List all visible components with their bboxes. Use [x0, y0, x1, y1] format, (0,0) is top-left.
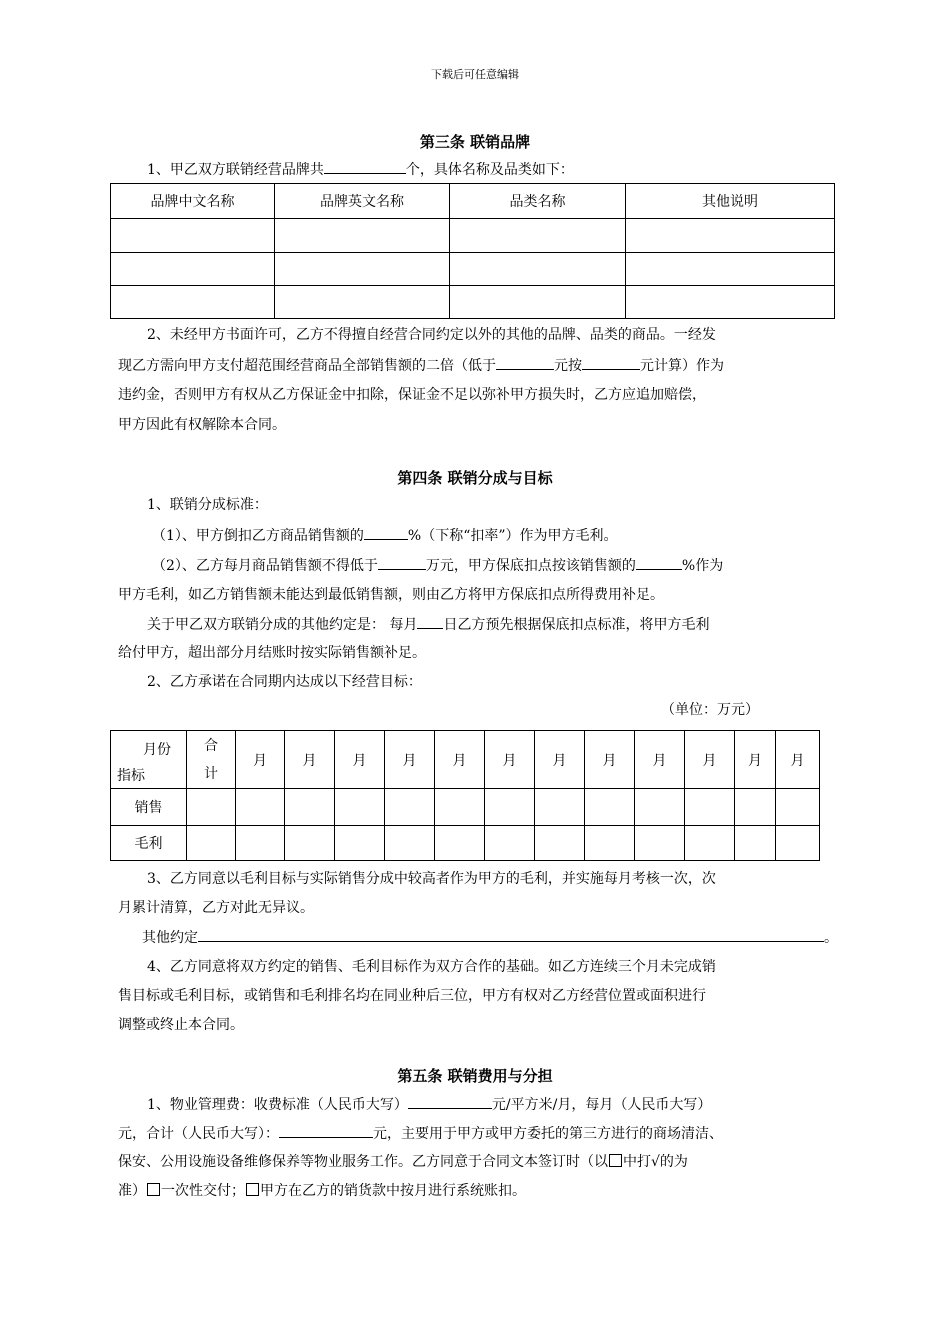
s3-p2-text-a: 现乙方需向甲方支付超范围经营商品全部销售额的二倍（低于 — [118, 358, 496, 374]
table-cell[interactable] — [111, 286, 275, 319]
s4-i2-text-b: 万元，甲方保底扣点按该销售额的 — [425, 558, 636, 574]
s4-item-1 — [152, 525, 618, 546]
s5-l3-text-a: 保安、公用设施设备维修保养等物业服务工作。乙方同意于合同文本签订时（以 — [118, 1154, 608, 1170]
table-cell[interactable] — [435, 826, 485, 861]
s4-other-line-2: 给付甲方，超出部分月结账时按实际销售额补足。 — [118, 645, 426, 661]
brand-table-header: 其他说明 — [626, 184, 835, 219]
s5-line-4 — [118, 1181, 526, 1201]
s4-p4-line-1: 4、乙方同意将双方约定的销售、毛利目标作为双方合作的基础。如乙方连续三个月未完成销 — [147, 959, 716, 975]
s3-p2-text-b: 元按 — [554, 358, 582, 374]
month-header: 月 — [735, 731, 776, 789]
table-cell[interactable] — [776, 789, 820, 826]
table-cell[interactable] — [585, 789, 635, 826]
fee-total-blank[interactable] — [279, 1123, 373, 1138]
s4-other-text-a: 关于甲乙双方联销分成的其他约定是： 每月 — [147, 617, 418, 633]
s4-item-2-line-2: 甲方毛利，如乙方销售额未能达到最低销售额，则由乙方将甲方保底扣点所得费用补足。 — [118, 587, 664, 603]
s3-p1-text-a: 1、甲乙双方联销经营品牌共 — [147, 162, 324, 178]
s3-p2-line-4: 甲方因此有权解除本合同。 — [118, 417, 286, 433]
s5-line-3 — [118, 1152, 688, 1172]
min-sales-blank[interactable] — [378, 555, 426, 570]
total-header-2: 计 — [204, 765, 218, 782]
brand-table-header: 品类名称 — [450, 184, 626, 219]
other-agreement-period: 。 — [824, 930, 838, 946]
other-agreement-blank[interactable] — [198, 927, 824, 942]
amount-blank-1[interactable] — [496, 355, 554, 370]
day-blank[interactable] — [417, 614, 443, 629]
other-agreement-label: 其他约定 — [142, 930, 198, 946]
s3-p2-text-c: 元计算）作为 — [640, 358, 724, 374]
table-cell[interactable] — [635, 826, 685, 861]
table-cell[interactable] — [735, 826, 776, 861]
table-cell[interactable] — [435, 789, 485, 826]
table-cell[interactable] — [776, 826, 820, 861]
s4-i1-text-b: %（下称“扣率”）作为甲方毛利。 — [407, 528, 618, 544]
table-row — [111, 253, 835, 286]
month-header: 月 — [535, 731, 585, 789]
table-cell[interactable] — [111, 253, 275, 286]
table-cell[interactable] — [635, 789, 685, 826]
table-cell[interactable] — [685, 826, 735, 861]
unit-label: （单位：万元） — [661, 702, 759, 718]
table-cell[interactable] — [285, 789, 335, 826]
month-header: 月 — [485, 731, 535, 789]
table-cell[interactable] — [626, 253, 835, 286]
s3-p1-text-b: 个，具体名称及品类如下： — [405, 162, 574, 178]
table-cell[interactable] — [535, 826, 585, 861]
deduction-rate-blank[interactable] — [364, 525, 408, 540]
checkbox-icon — [609, 1154, 622, 1167]
table-cell[interactable] — [450, 286, 626, 319]
s5-l3-text-c: 的为 — [659, 1154, 688, 1170]
section-4-title: 第四条 联销分成与目标 — [397, 469, 553, 487]
month-header: 月 — [285, 731, 335, 789]
guarantee-rate-blank[interactable] — [636, 555, 682, 570]
table-cell[interactable] — [685, 789, 735, 826]
s4-item-2 — [152, 555, 723, 576]
s5-p1-text-a: 1、物业管理费：收费标准（人民币大写） — [147, 1097, 408, 1113]
month-index-header — [111, 731, 187, 789]
s4-p4-line-3: 调整或终止本合同。 — [118, 1017, 244, 1033]
s3-para-1 — [147, 159, 574, 180]
table-cell[interactable] — [275, 253, 450, 286]
brand-table-header: 品牌英文名称 — [275, 184, 450, 219]
table-cell[interactable] — [111, 219, 275, 253]
month-header: 月 — [635, 731, 685, 789]
table-cell[interactable] — [187, 789, 236, 826]
month-header: 月 — [685, 731, 735, 789]
check-mark-icon: √ — [651, 1154, 660, 1170]
s5-l2-text-a: 元，合计（人民币大写）： — [118, 1126, 279, 1142]
s5-l2-text-b: 元，主要用于甲方或甲方委托的第三方进行的商场清洁、 — [373, 1126, 723, 1142]
s4-p3-line-1: 3、乙方同意以毛利目标与实际销售分成中较高者作为甲方的毛利，并实施每月考核一次，次 — [147, 871, 716, 887]
table-row — [111, 286, 835, 319]
month-header: 月 — [236, 731, 285, 789]
table-cell[interactable] — [585, 826, 635, 861]
brand-table — [110, 183, 835, 319]
table-row — [111, 826, 820, 861]
header-index: 指标 — [117, 768, 145, 784]
brand-table-header: 品牌中文名称 — [111, 184, 275, 219]
table-cell[interactable] — [385, 826, 435, 861]
fee-standard-blank[interactable] — [408, 1094, 492, 1109]
brand-count-blank[interactable] — [324, 159, 406, 174]
s4-other-text-b: 日乙方预先根据保底扣点标准，将甲方毛利 — [443, 617, 710, 633]
page-header: 下载后可任意编辑 — [431, 68, 519, 81]
s5-l3-text-b: 中打 — [623, 1154, 651, 1170]
table-cell[interactable] — [535, 789, 585, 826]
table-cell[interactable] — [626, 286, 835, 319]
s4-i1-text-a: （1）、甲方倒扣乙方商品销售额的 — [152, 528, 364, 544]
table-cell[interactable] — [735, 789, 776, 826]
one-time-payment-checkbox[interactable] — [147, 1183, 160, 1196]
s5-l4-text-c: 甲方在乙方的销货款中按月进行系统账扣。 — [260, 1183, 526, 1199]
table-row — [111, 219, 835, 253]
row-label-sales: 销售 — [111, 789, 187, 826]
table-cell[interactable] — [385, 789, 435, 826]
month-header: 月 — [776, 731, 820, 789]
table-cell[interactable] — [335, 789, 385, 826]
table-row — [111, 789, 820, 826]
table-cell[interactable] — [187, 826, 236, 861]
s5-para-1 — [147, 1094, 711, 1115]
month-header: 月 — [435, 731, 485, 789]
table-cell[interactable] — [485, 789, 535, 826]
s4-p3-line-2: 月累计清算，乙方对此无异议。 — [118, 900, 314, 916]
table-cell[interactable] — [626, 219, 835, 253]
table-cell[interactable] — [450, 253, 626, 286]
table-cell[interactable] — [236, 826, 285, 861]
table-cell[interactable] — [450, 219, 626, 253]
s4-other-line-1 — [147, 614, 709, 635]
s3-p2-line-2 — [118, 355, 724, 376]
table-cell[interactable] — [285, 826, 335, 861]
s5-l4-text-a: 准） — [118, 1183, 146, 1199]
s3-p2-line-1: 2、未经甲方书面许可，乙方不得擅自经营合同约定以外的其他的品牌、品类的商品。一经发 — [147, 327, 716, 343]
month-header: 月 — [385, 731, 435, 789]
total-header — [187, 731, 236, 789]
table-cell[interactable] — [335, 826, 385, 861]
row-label-profit: 毛利 — [111, 826, 187, 861]
table-cell[interactable] — [236, 789, 285, 826]
s5-line-2 — [118, 1123, 723, 1144]
table-cell[interactable] — [485, 826, 535, 861]
other-agreement-line — [142, 927, 838, 948]
s4-para-1: 1、联销分成标准： — [147, 497, 268, 513]
s5-l4-text-b: 一次性交付； — [161, 1183, 245, 1199]
month-header: 月 — [335, 731, 385, 789]
total-header-1: 合 — [204, 737, 218, 754]
s4-p4-line-2: 售目标或毛利目标，或销售和毛利排名均在同业种后三位，甲方有权对乙方经营位置或面积进行 — [118, 988, 706, 1004]
s5-p1-text-b: 元/平方米/月，每月（人民币大写） — [491, 1097, 712, 1113]
header-month: 月份 — [143, 742, 171, 758]
table-cell[interactable] — [275, 286, 450, 319]
s4-i2-text-c: %作为 — [681, 558, 724, 574]
amount-blank-2[interactable] — [582, 355, 640, 370]
table-cell[interactable] — [275, 219, 450, 253]
monthly-deduction-checkbox[interactable] — [246, 1183, 259, 1196]
s4-para-2: 2、乙方承诺在合同期内达成以下经营目标： — [147, 674, 422, 690]
section-3-title: 第三条 联销品牌 — [419, 133, 531, 151]
s4-i2-text-a: （2）、乙方每月商品销售额不得低于 — [152, 558, 378, 574]
section-5-title: 第五条 联销费用与分担 — [397, 1067, 553, 1085]
target-table — [110, 730, 820, 861]
s3-p2-line-3: 违约金，否则甲方有权从乙方保证金中扣除，保证金不足以弥补甲方损失时，乙方应追加赔偿， — [118, 387, 706, 403]
month-header: 月 — [585, 731, 635, 789]
